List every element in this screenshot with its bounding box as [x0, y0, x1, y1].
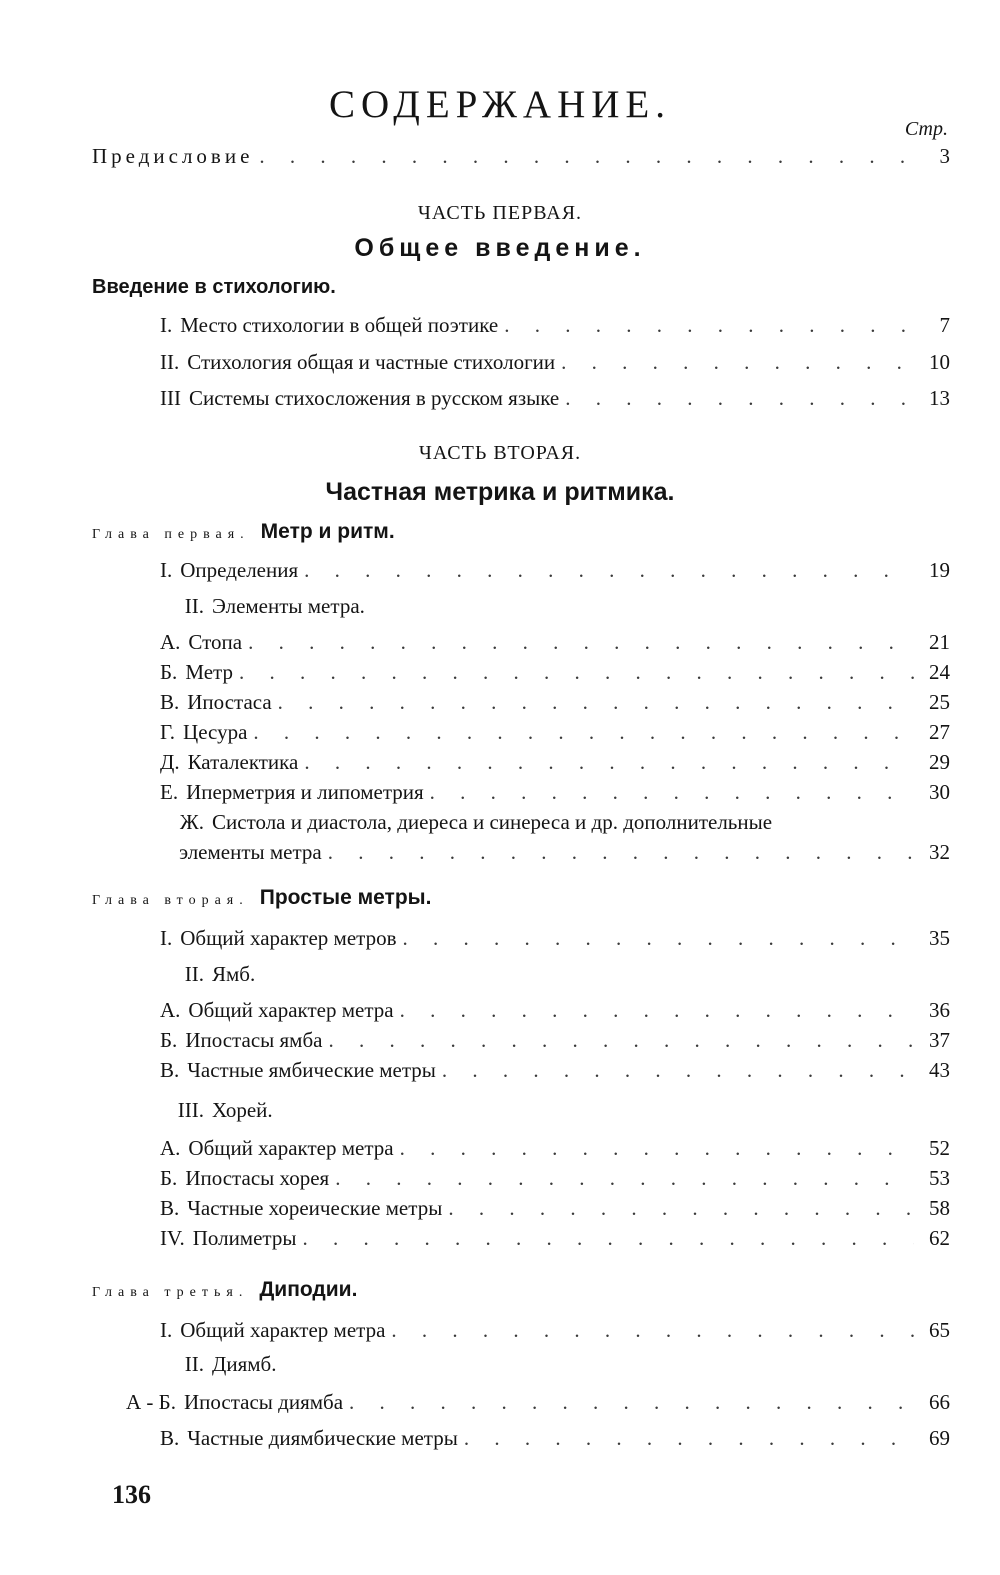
toc-entry [160, 1166, 950, 1191]
dot-leader [278, 690, 914, 715]
dot-leader [448, 1196, 914, 1221]
dot-leader [442, 1058, 914, 1083]
toc-entry-number: Е. [160, 780, 179, 804]
toc-entry [126, 1390, 950, 1415]
dot-leader [464, 1426, 914, 1451]
toc-entry-label: Иперметрия и липометрия [186, 780, 424, 804]
toc-entry-number: А. [160, 1136, 181, 1160]
toc-entry-number: I. [160, 313, 173, 337]
toc-entry-page: 43 [929, 1058, 950, 1082]
toc-entry-label: Частные хореические метры [187, 1196, 443, 1220]
toc-entry-label: Общий характер метров [180, 926, 397, 950]
toc-entry-label: Общий характер метра [188, 1136, 394, 1160]
dot-leader [400, 998, 914, 1023]
toc-entry-page: 3 [939, 144, 950, 168]
toc-entry-number: А. [160, 998, 181, 1022]
chapter-title: Метр и ритм. [260, 520, 395, 543]
toc-entry-page: 7 [939, 313, 950, 337]
toc-entry-label: Ипостасы хорея [185, 1166, 330, 1190]
part-two-name: Частная метрика и ритмика. [325, 478, 675, 506]
toc-entry [160, 660, 950, 685]
toc-entry-page: 69 [929, 1426, 950, 1450]
toc-entry [160, 1226, 950, 1251]
toc-entry-number: I. [160, 926, 173, 950]
dot-leader [328, 1028, 914, 1053]
toc-entry-page: 10 [929, 350, 950, 374]
toc-entry-page: 24 [929, 660, 950, 684]
toc-entry [160, 840, 950, 865]
section-heading: Введение в стихологию. [92, 276, 336, 298]
toc-entry-label: Каталектика [187, 750, 299, 774]
chapter-prefix: Глава первая. [92, 527, 250, 542]
dot-leader [239, 660, 914, 685]
dot-leader [259, 144, 914, 169]
dot-leader [400, 1136, 914, 1161]
toc-entry-label: Частные диямбические метры [187, 1426, 458, 1450]
toc-entry-page: 29 [929, 750, 950, 774]
toc-entry-page: 66 [929, 1390, 950, 1414]
toc-entry-number: Б. [160, 1166, 178, 1190]
chapter-two-heading [92, 886, 431, 910]
toc-entry-page: 62 [929, 1226, 950, 1250]
toc-entry-page: 30 [929, 780, 950, 804]
toc-entry-page: 13 [929, 386, 950, 410]
toc-entry-number: III. [177, 1098, 204, 1122]
toc-entry-label: Стопа [188, 630, 243, 654]
toc-entry-number: В. [160, 1058, 180, 1082]
part-one-title: ЧАСТЬ ПЕРВАЯ. [417, 202, 583, 224]
toc-entry-page: 19 [929, 558, 950, 582]
toc-entry-page: 35 [929, 926, 950, 950]
chapter-prefix: Глава вторая. [92, 893, 249, 908]
toc-entry-label: Определения [180, 558, 299, 582]
toc-entry-number: I. [160, 558, 173, 582]
dot-leader [304, 750, 914, 775]
dot-leader [504, 313, 914, 338]
toc-subheading [160, 594, 950, 619]
toc-entry-number: А. [160, 630, 181, 654]
toc-entry-label: Системы стихосложения в русском языке [188, 386, 560, 410]
toc-entry-label: Частные ямбические метры [187, 1058, 436, 1082]
toc-entry-page: 37 [929, 1028, 950, 1052]
part-one-name: Общее введение. [354, 234, 646, 262]
toc-entry [160, 720, 950, 745]
toc-entry-number: А - Б. [126, 1390, 176, 1414]
toc-subheading [160, 1098, 950, 1123]
dot-leader [302, 1226, 914, 1251]
toc-entry-page: 32 [929, 840, 950, 864]
toc-entry-page: 53 [929, 1166, 950, 1190]
toc-entry-page: 58 [929, 1196, 950, 1220]
dot-leader [253, 720, 914, 745]
toc-entry-number: В. [160, 1196, 180, 1220]
toc-entry-label: Ямб. [212, 962, 256, 986]
toc-entry-preface [92, 144, 950, 169]
toc-entry-label: Предисловие [92, 144, 254, 168]
toc-entry-page: 36 [929, 998, 950, 1022]
toc-entry-number: III [160, 386, 181, 410]
toc-entry [160, 780, 950, 805]
toc-entry-number: I. [160, 1318, 173, 1342]
toc-entry-page: 65 [929, 1318, 950, 1342]
toc-entry [160, 690, 950, 715]
contents-heading: СОДЕРЖАНИЕ. [329, 83, 671, 126]
toc-entry [160, 1426, 950, 1451]
dot-leader [328, 840, 914, 865]
toc-entry [160, 1196, 950, 1221]
toc-subheading [160, 962, 950, 987]
chapter-one-heading [92, 520, 395, 544]
toc-entry-label: Ипостаса [187, 690, 272, 714]
toc-entry-label: Ипостасы диямба [183, 1390, 344, 1414]
toc-entry [160, 1318, 950, 1343]
dot-leader [335, 1166, 914, 1191]
toc-entry-label: Место стихологии в общей поэтике [180, 313, 499, 337]
toc-entry-number: IV. [160, 1226, 185, 1250]
toc-entry-label: Систола и диастола, диереса и синереса и др. дополнительные [212, 810, 773, 834]
toc-entry-number: II. [160, 350, 180, 374]
toc-entry [160, 926, 950, 951]
dot-leader [349, 1390, 914, 1415]
toc-entry-page: 27 [929, 720, 950, 744]
part-two-title: ЧАСТЬ ВТОРАЯ. [418, 442, 582, 464]
toc-entry-page: 52 [929, 1136, 950, 1160]
dot-leader [403, 926, 915, 951]
toc-entry [160, 810, 950, 835]
toc-entry-number: Д. [160, 750, 180, 774]
toc-entry-number: II. [184, 1352, 204, 1376]
toc-entry-number: В. [160, 1426, 180, 1450]
page-number: 136 [112, 1480, 151, 1509]
toc-entry [160, 630, 950, 655]
dot-leader [561, 350, 914, 375]
toc-entry-number: II. [184, 962, 204, 986]
toc-entry-page: 25 [929, 690, 950, 714]
toc-entry [160, 350, 950, 375]
toc-entry-number: II. [184, 594, 204, 618]
toc-entry [160, 313, 950, 338]
toc-entry [160, 750, 950, 775]
toc-entry-label: Метр [185, 660, 233, 684]
toc-entry-number: Б. [160, 1028, 178, 1052]
toc-entry-number: Б. [160, 660, 178, 684]
toc-entry [160, 386, 950, 411]
toc-entry [160, 1028, 950, 1053]
chapter-prefix: Глава третья. [92, 1285, 249, 1300]
dot-leader [430, 780, 914, 805]
dot-leader [248, 630, 914, 655]
toc-entry-label: элементы метра [179, 840, 322, 864]
toc-entry-label: Хорей. [212, 1098, 273, 1122]
dot-leader [391, 1318, 914, 1343]
toc-entry-label: Общий характер метра [188, 998, 394, 1022]
dot-leader [304, 558, 914, 583]
toc-entry [160, 1136, 950, 1161]
toc-entry [160, 1058, 950, 1083]
toc-entry-label: Полиметры [192, 1226, 297, 1250]
toc-entry-number: В. [160, 690, 180, 714]
toc-entry-number: Ж. [179, 810, 204, 834]
toc-entry-page: 21 [929, 630, 950, 654]
chapter-three-heading [92, 1278, 357, 1302]
page-column-label: Стр. [904, 118, 948, 140]
toc-entry-number: Г. [160, 720, 176, 744]
toc-subheading [160, 1352, 950, 1377]
toc-entry [160, 998, 950, 1023]
chapter-title: Диподии. [259, 1278, 358, 1301]
toc-entry-label: Элементы метра. [212, 594, 365, 618]
toc-entry-label: Общий характер метра [180, 1318, 386, 1342]
toc-entry-label: Стихология общая и частные стихологии [187, 350, 556, 374]
dot-leader [565, 386, 914, 411]
toc-entry-label: Цесура [183, 720, 248, 744]
chapter-title: Простые метры. [259, 886, 432, 909]
toc-entry [160, 558, 950, 583]
toc-entry-label: Ипостасы ямба [185, 1028, 323, 1052]
toc-entry-label: Диямб. [212, 1352, 277, 1376]
